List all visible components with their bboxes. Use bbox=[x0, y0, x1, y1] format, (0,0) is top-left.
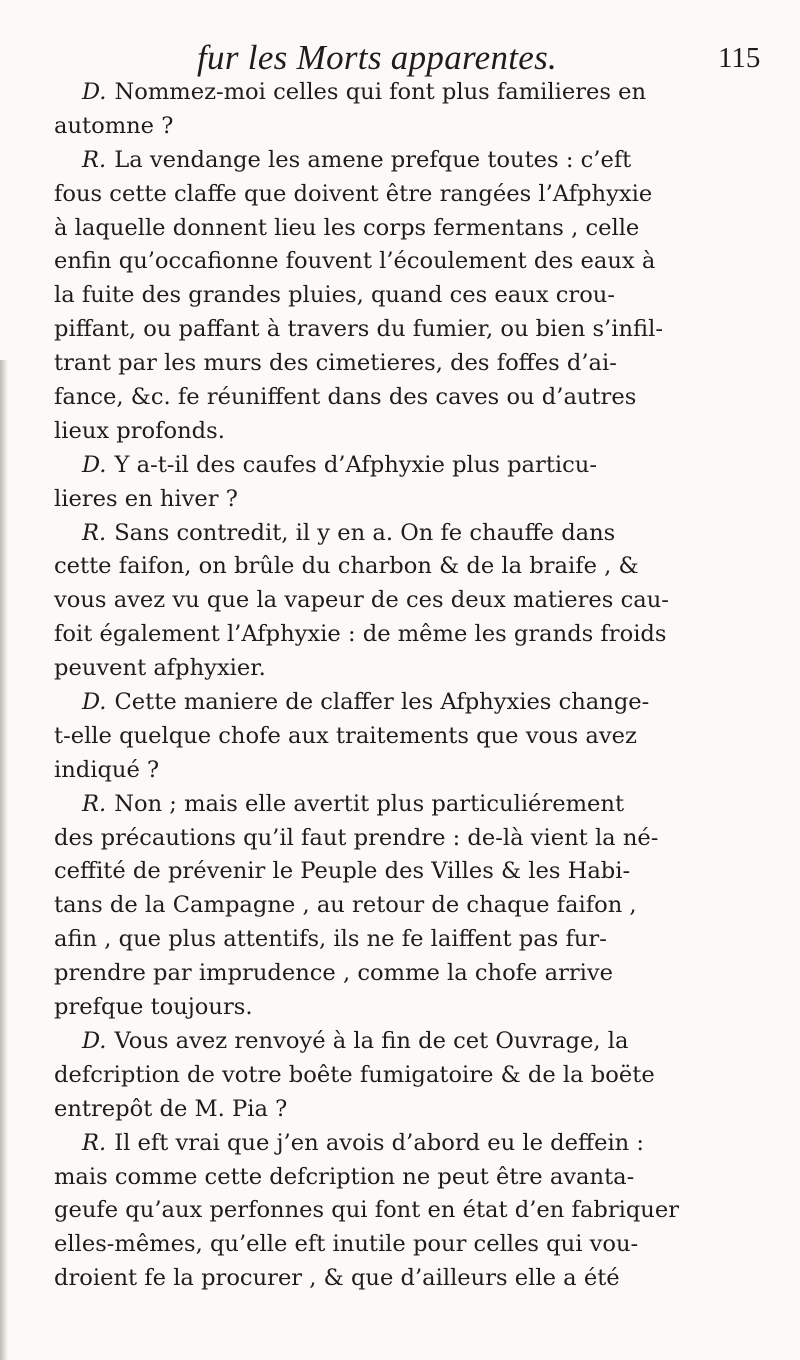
binding-shadow bbox=[0, 360, 8, 1360]
text-line bbox=[54, 517, 770, 551]
page-number: 115 bbox=[718, 42, 761, 74]
text-line bbox=[54, 923, 770, 957]
running-title: fur les Morts apparentes. bbox=[197, 38, 558, 77]
line-text: prendre par imprudence , comme la chofe arrive bbox=[54, 960, 614, 987]
speaker-label: D. bbox=[82, 451, 107, 478]
text-line bbox=[54, 483, 770, 517]
text-line bbox=[54, 618, 770, 652]
line-text: ceffité de prévenir le Peuple des Villes & les Habi- bbox=[54, 858, 631, 885]
text-line bbox=[54, 347, 770, 381]
line-text: elles-mêmes, qu’elle eft inutile pour celles qui vou- bbox=[54, 1231, 639, 1258]
line-text: Non ; mais elle avertit plus particuliérement bbox=[114, 790, 625, 817]
line-text: La vendange les amene prefque toutes : c’eft bbox=[114, 146, 632, 173]
text-line bbox=[54, 212, 770, 246]
text-line bbox=[54, 1262, 770, 1296]
text-line bbox=[54, 76, 770, 110]
text-line bbox=[54, 1093, 770, 1127]
text-line bbox=[54, 550, 770, 584]
line-text: tans de la Campagne , au retour de chaque faifon , bbox=[54, 892, 637, 919]
line-text: trant par les murs des cimetieres, des foffes d’ai- bbox=[54, 350, 617, 377]
text-line bbox=[54, 686, 770, 720]
text-line bbox=[54, 822, 770, 856]
speaker-label: D. bbox=[82, 1027, 107, 1054]
speaker-label: R. bbox=[82, 1129, 107, 1156]
text-line bbox=[54, 720, 770, 754]
line-text: foit également l’Afphyxie : de même les grands froids bbox=[54, 621, 667, 648]
line-text: Vous avez renvoyé à la fin de cet Ouvrage, la bbox=[114, 1027, 629, 1054]
text-line bbox=[54, 754, 770, 788]
text-line bbox=[54, 178, 770, 212]
line-text: la fuite des grandes pluies, quand ces eaux crou- bbox=[54, 282, 615, 309]
line-text: indiqué ? bbox=[54, 756, 160, 783]
text-line bbox=[54, 144, 770, 178]
line-text: fance, &c. fe réuniffent dans des caves ou d’autres bbox=[54, 384, 637, 411]
text-line bbox=[54, 584, 770, 618]
line-text: Cette maniere de claffer les Afphyxies change- bbox=[114, 689, 650, 716]
text-line bbox=[54, 381, 770, 415]
text-line bbox=[54, 110, 770, 144]
text-line bbox=[54, 788, 770, 822]
line-text: prefque toujours. bbox=[54, 994, 253, 1021]
text-line bbox=[54, 245, 770, 279]
line-text: cette faifon, on brûle du charbon & de la braife , & bbox=[54, 553, 639, 580]
text-line bbox=[54, 1161, 770, 1195]
line-text: t-elle quelque chofe aux traitements que vous avez bbox=[54, 722, 637, 749]
text-line bbox=[54, 1228, 770, 1262]
line-text: fous cette claffe que doivent être rangées l’Afphyxie bbox=[54, 180, 653, 207]
text-line bbox=[54, 855, 770, 889]
line-text: lieres en hiver ? bbox=[54, 485, 238, 512]
line-text: afin , que plus attentifs, ils ne fe laiffent pas fur- bbox=[54, 926, 607, 953]
speaker-label: R. bbox=[82, 146, 107, 173]
line-text: lieux profonds. bbox=[54, 417, 225, 444]
line-text: vous avez vu que la vapeur de ces deux matieres cau- bbox=[54, 587, 669, 614]
line-text: enfin qu’occafionne fouvent l’écoulement des eaux à bbox=[54, 248, 656, 275]
line-text: entrepôt de M. Pia ? bbox=[54, 1095, 288, 1122]
text-line bbox=[54, 1127, 770, 1161]
text-line bbox=[54, 991, 770, 1025]
line-text: Il eft vrai que j’en avois d’abord eu le deffein : bbox=[114, 1129, 645, 1156]
line-text: droient fe la procurer , & que d’ailleurs elle a été bbox=[54, 1265, 620, 1292]
text-line bbox=[54, 415, 770, 449]
line-text: Sans contredit, il y en a. On fe chauffe dans bbox=[114, 519, 616, 546]
text-line bbox=[54, 279, 770, 313]
line-text: piffant, ou paffant à travers du fumier, ou bien s’infil- bbox=[54, 316, 663, 343]
line-text: Nommez-moi celles qui font plus familieres en bbox=[114, 79, 647, 105]
line-text: des précautions qu’il faut prendre : de-là vient la né- bbox=[54, 824, 659, 851]
text-line bbox=[54, 889, 770, 923]
line-text: mais comme cette defcription ne peut être avanta- bbox=[54, 1163, 635, 1190]
text-line bbox=[54, 1025, 770, 1059]
speaker-label: D. bbox=[82, 689, 107, 716]
line-text: peuvent afphyxier. bbox=[54, 655, 266, 682]
text-line bbox=[54, 449, 770, 483]
speaker-label: R. bbox=[82, 790, 107, 817]
text-line bbox=[54, 1059, 770, 1093]
line-text: automne ? bbox=[54, 112, 174, 139]
speaker-label: R. bbox=[82, 519, 107, 546]
running-head bbox=[0, 38, 800, 78]
text-line bbox=[54, 957, 770, 991]
text-line bbox=[54, 313, 770, 347]
line-text: à laquelle donnent lieu les corps fermentans , celle bbox=[54, 214, 640, 241]
line-text: defcription de votre boête fumigatoire & de la boëte bbox=[54, 1061, 655, 1088]
speaker-label: D. bbox=[82, 79, 107, 105]
line-text: Y a-t-il des caufes d’Afphyxie plus particu- bbox=[114, 451, 597, 478]
text-line bbox=[54, 1194, 770, 1228]
body-text bbox=[54, 76, 770, 1296]
line-text: geufe qu’aux perfonnes qui font en état d’en fabriquer bbox=[54, 1197, 680, 1224]
text-line bbox=[54, 652, 770, 686]
